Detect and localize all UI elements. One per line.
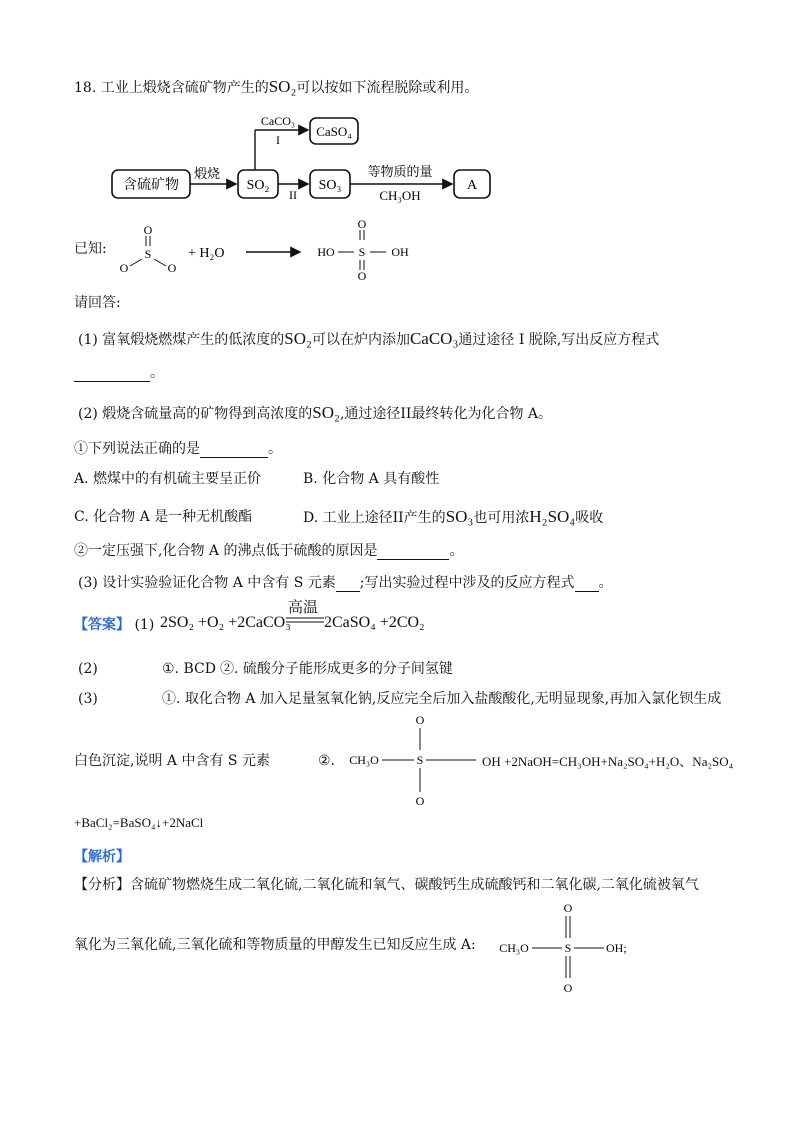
option-d-end: 吸收 (575, 510, 604, 526)
h2so4-formula: H₂SO₄ (529, 507, 576, 526)
answer-tag: 【答案】 (74, 617, 130, 633)
analysis-line1: 【分析】含硫矿物燃烧生成二氧化硫,二氧化硫和氧气、碳酸钙生成硫酸钙和二氧化碳,二氧化硫被氧气 (74, 877, 699, 893)
h2so4-oh: OH (391, 245, 409, 259)
o-bottom: O (415, 794, 425, 808)
answer-3-cont: 白色沉淀,说明 A 中含有 S 元素 (74, 753, 270, 769)
answer-2-num: (2) (78, 661, 98, 677)
h2so4-o-top: O (357, 217, 367, 231)
so2-formula: SO₂ (284, 329, 312, 348)
answer-blank[interactable] (336, 577, 360, 592)
so3-s: S (144, 247, 152, 261)
sub1-text: ①下列说法正确的是 (74, 441, 200, 457)
part2-text: (2) 煅烧含硫量高的矿物得到高浓度的 (78, 406, 313, 422)
option-c: C. 化合物 A 是一种无机酸酯 (74, 509, 253, 525)
compound-a-structure (344, 712, 480, 808)
part1-text-mid: 可以在炉内添加 (311, 332, 410, 348)
answer-2-1: ①. BCD (162, 661, 216, 677)
caco3-formula: CaCO₃ (409, 329, 459, 348)
ch3o-group: CH₃O (349, 753, 379, 767)
answer-2-2: ②. 硫酸分子能形成更多的分子间氢键 (220, 661, 453, 677)
reaction-condition: 高温 (288, 598, 319, 616)
period: 。 (268, 441, 282, 457)
please-answer: 请回答: (74, 295, 121, 311)
answer-1-num: (1) (134, 617, 155, 633)
option-a: A. 燃煤中的有机硫主要呈正价 (74, 471, 262, 487)
period: 。 (150, 365, 164, 381)
a-node: A (466, 178, 478, 193)
water-term: + H₂O (188, 246, 225, 261)
h2so4-ho: HO (317, 245, 335, 259)
equals-sign (286, 616, 324, 624)
o-bottom: O (563, 981, 573, 995)
known-label: 已知: (74, 241, 107, 257)
s-atom: S (416, 753, 424, 767)
part1-text: (1) 富氧煅烧燃煤产生的低浓度的 (78, 332, 285, 348)
so3-formula: SO₃ (445, 507, 474, 526)
h2so4-s: S (358, 245, 366, 259)
period: 。 (449, 543, 464, 559)
answer-3-2-label: ②. (318, 753, 336, 769)
part2-text-end: ,通过途径II最终转化为化合物 A。 (339, 406, 553, 422)
part1-answer-line (74, 364, 164, 382)
question-intro (74, 78, 478, 97)
so3-node: SO₃ (318, 178, 342, 193)
part2-sub1 (74, 440, 282, 458)
answer-blank[interactable] (200, 443, 268, 458)
known-reaction (110, 214, 420, 280)
process-flow-diagram (100, 108, 510, 214)
analysis-tag: 【解析】 (74, 849, 130, 865)
part3-text-mid: ;写出实验过程中涉及的反应方程式 (359, 575, 575, 591)
so2-node: SO₂ (246, 178, 270, 193)
answer-3-num: (3) (78, 691, 98, 707)
equal-amount-label: 等物质的量 (367, 164, 433, 179)
answer-block-1 (74, 616, 154, 634)
h2so4-o-bottom: O (357, 269, 367, 280)
ch3oh-label: CH₃OH (379, 188, 421, 203)
so3-o-top: O (143, 223, 153, 237)
part3-text: (3) 设计实验验证化合物 A 中含有 S 元素 (78, 575, 336, 591)
analysis-compound-a-structure (494, 898, 642, 998)
caso4-node: CaSO₄ (316, 124, 352, 139)
so3-o-left: O (119, 261, 129, 275)
path2-label: II (289, 188, 297, 202)
period: 。 (598, 575, 613, 591)
part3-question (78, 574, 613, 592)
option-b: B. 化合物 A 具有酸性 (303, 471, 440, 487)
intro-text: 18. 工业上煅烧含硫矿物产生的 (74, 80, 269, 96)
answer-3-1: ①. 取化合物 A 加入足量氢氧化钠,反应完全后加入盐酸酸化,无明显现象,再加入氯化钡生成 (162, 691, 722, 707)
answer-3-2-line2: +BaCl₂=BaSO₄↓+2NaCl (74, 815, 204, 830)
so2-formula: SO₂ (312, 403, 340, 422)
part1-question (78, 330, 659, 349)
answer-3-2-tail: OH +2NaOH=CH₃OH+Na₂SO₄+H₂O、Na₂SO₄ (482, 754, 734, 769)
so3-o-right: O (167, 261, 177, 275)
calcine-label: 煅烧 (193, 166, 221, 181)
answer-blank[interactable] (377, 545, 449, 560)
oh-group: OH; (606, 941, 627, 955)
sub2-text: ②一定压强下,化合物 A 的沸点低于硫酸的原因是 (74, 543, 378, 559)
answer-blank[interactable] (74, 367, 150, 382)
part2-question (78, 404, 552, 423)
path1-label: I (276, 133, 280, 147)
option-d (303, 508, 603, 527)
answer-1-rhs: 2CaSO₄ +2CO₂ (324, 614, 425, 631)
o-top: O (563, 901, 573, 915)
option-d-mid: 也可用浓 (473, 510, 530, 526)
s-atom: S (564, 941, 572, 955)
option-d-text: D. 工业上途径II产生的 (303, 510, 446, 526)
ore-label: 含硫矿物 (123, 178, 179, 193)
intro-text-end: 可以按如下流程脱除或利用。 (296, 80, 479, 96)
answer-1-lhs: 2SO₂ +O₂ +2CaCO₃ (160, 614, 291, 631)
analysis-line2: 氧化为三氧化硫,三氧化硫和等物质量的甲醇发生已知反应生成 A: (74, 937, 476, 953)
ch3o-group: CH₃O (499, 941, 529, 955)
part1-text-end: 通过途径 I 脱除,写出反应方程式 (458, 332, 660, 348)
caco3-label: CaCO₃ (260, 114, 296, 128)
answer-blank[interactable] (575, 577, 599, 592)
o-top: O (415, 713, 425, 727)
so2-formula: SO₂ (268, 77, 297, 96)
part2-sub2 (74, 542, 463, 560)
